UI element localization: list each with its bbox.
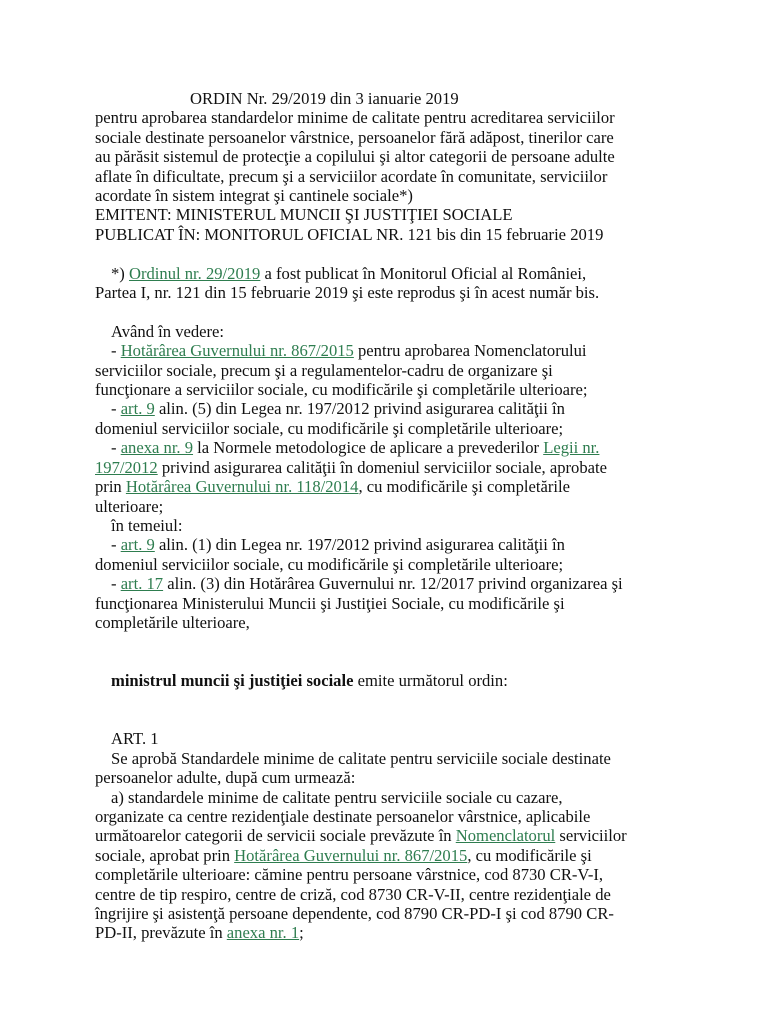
item-anexa9 — [95, 438, 675, 457]
ministrul-text: emite următorul ordin: — [353, 671, 508, 691]
legii-197-link[interactable]: Legii nr. — [543, 438, 600, 458]
item-dash: - — [111, 438, 121, 458]
art1-a-line — [95, 923, 675, 942]
temeiul-heading: în temeiul: — [111, 515, 183, 535]
item-line: domeniul serviciilor sociale, cu modificările şi completările ulterioare; — [95, 554, 564, 574]
hg-118-2014-link[interactable]: Hotărârea Guvernului nr. 118/2014 — [125, 477, 359, 497]
item-text: alin. (5) din Legea nr. 197/2012 privind asigurarea calităţii în — [154, 399, 565, 419]
emitent-line: EMITENT: MINISTERUL MUNCII ŞI JUSTIŢIEI SOCIALE — [95, 205, 513, 225]
item-art17 — [95, 574, 675, 593]
item-dash: - — [111, 535, 121, 555]
item-text: la Normele metodologice de aplicare a prevederilor — [193, 438, 544, 458]
item-line: serviciilor sociale, precum şi a regulamentelor-cadru de organizare şi — [95, 360, 553, 380]
order-title: ORDIN Nr. 29/2019 din 3 ianuarie 2019 — [190, 89, 459, 108]
art1-a-line: centre de tip respiro, centre de criză, cod 8730 CR-V-II, centre rezidenţiale de — [95, 884, 611, 904]
document-body — [95, 89, 675, 943]
art1-heading: ART. 1 — [111, 729, 159, 749]
publicat-line: PUBLICAT ÎN: MONITORUL OFICIAL NR. 121 bis din 15 februarie 2019 — [95, 224, 604, 244]
art1-a-line: completările ulterioare: cămine pentru persoane vârstnice, cod 8730 CR-V-I, — [95, 865, 604, 885]
item-text: pentru aprobarea Nomenclatorului — [353, 341, 587, 361]
anexa-9-link[interactable]: anexa nr. 9 — [120, 438, 194, 458]
subtitle-line: pentru aprobarea standardelor minime de calitate pentru acreditarea serviciilor — [95, 108, 615, 128]
subtitle-line: sociale destinate persoanelor vârstnice, persoanelor fără adăpost, tinerilor care — [95, 127, 614, 147]
art1-line: Se aprobă Standardele minime de calitate pentru serviciile sociale destinate — [111, 748, 611, 768]
legii-197-link-cont[interactable]: 197/2012 — [95, 457, 158, 477]
item-line: funcţionare a serviciilor sociale, cu modificările şi completările ulterioare; — [95, 380, 588, 400]
nomenclatorul-link[interactable]: Nomenclatorul — [455, 826, 556, 846]
item-art9-alin5 — [95, 399, 675, 418]
art-9-link[interactable]: art. 9 — [120, 535, 155, 555]
art1-line: persoanelor adulte, după cum urmează: — [95, 768, 356, 788]
item-line — [95, 458, 675, 477]
item-text: privind asigurarea calităţii în domeniul serviciilor sociale, aprobate — [157, 457, 607, 477]
art1-text: următoarelor categorii de servicii sociale prevăzute în — [95, 826, 456, 846]
subtitle-line: acordate în sistem integrat şi cantinele sociale*) — [95, 186, 413, 206]
item-line — [95, 477, 675, 496]
art1-a-line — [95, 846, 675, 865]
ordinul-link[interactable]: Ordinul nr. 29/2019 — [128, 263, 261, 283]
ministrul-line — [95, 671, 675, 690]
note-prefix: *) — [111, 263, 129, 283]
item-line: completările ulterioare, — [95, 612, 250, 632]
item-dash: - — [111, 574, 121, 594]
hg-867-2015-link[interactable]: Hotărârea Guvernului nr. 867/2015 — [234, 845, 468, 865]
art-9-link[interactable]: art. 9 — [120, 399, 155, 419]
art1-a-line — [95, 826, 675, 845]
item-art9-alin1 — [95, 535, 675, 554]
hg-867-2015-link[interactable]: Hotărârea Guvernului nr. 867/2015 — [120, 341, 354, 361]
item-line: ulterioare; — [95, 496, 164, 516]
note-line: Partea I, nr. 121 din 15 februarie 2019 şi este reprodus şi în acest număr bis. — [95, 283, 600, 303]
item-text: , cu modificările şi completările — [358, 477, 570, 497]
subtitle-line: aflate în dificultate, precum şi a serviciilor acordate în comunitate, serviciilor — [95, 166, 608, 186]
item-dash: - — [111, 341, 121, 361]
art1-text: sociale, aprobat prin — [95, 845, 235, 865]
art1-a-line: îngrijire şi asistenţă persoane dependente, cod 8790 CR-PD-I şi cod 8790 CR- — [95, 903, 614, 923]
note-text: a fost publicat în Monitorul Oficial al României, — [260, 263, 587, 283]
art1-text: serviciilor — [555, 826, 627, 846]
art1-text: , cu modificările şi — [467, 845, 592, 865]
anexa-1-link[interactable]: anexa nr. 1 — [226, 923, 300, 943]
art1-text: PD-II, prevăzute în — [95, 923, 227, 943]
ministrul-bold: ministrul muncii şi justiţiei sociale — [111, 671, 354, 691]
item-line: funcţionarea Ministerului Muncii şi Justiţiei Sociale, cu modificările şi — [95, 593, 565, 613]
subtitle-line: au părăsit sistemul de protecţie a copilului şi altor categorii de persoane adulte — [95, 147, 615, 167]
art1-a-line: a) standardele minime de calitate pentru serviciile sociale cu cazare, — [111, 787, 563, 807]
item-text: alin. (3) din Hotărârea Guvernului nr. 12/2017 privind organizarea şi — [163, 574, 623, 594]
item-hg-867 — [95, 341, 675, 360]
item-dash: - — [111, 399, 121, 419]
item-text: alin. (1) din Legea nr. 197/2012 privind asigurarea calităţii în — [154, 535, 565, 555]
avand-heading: Având în vedere: — [111, 321, 225, 341]
art1-text: ; — [299, 923, 304, 943]
item-text: prin — [95, 477, 126, 497]
art-17-link[interactable]: art. 17 — [120, 574, 164, 594]
note-paragraph — [95, 264, 675, 283]
item-line: domeniul serviciilor sociale, cu modificările şi completările ulterioare; — [95, 418, 564, 438]
art1-a-line: organizate ca centre rezidenţiale destinate persoanelor vârstnice, aplicabile — [95, 806, 591, 826]
